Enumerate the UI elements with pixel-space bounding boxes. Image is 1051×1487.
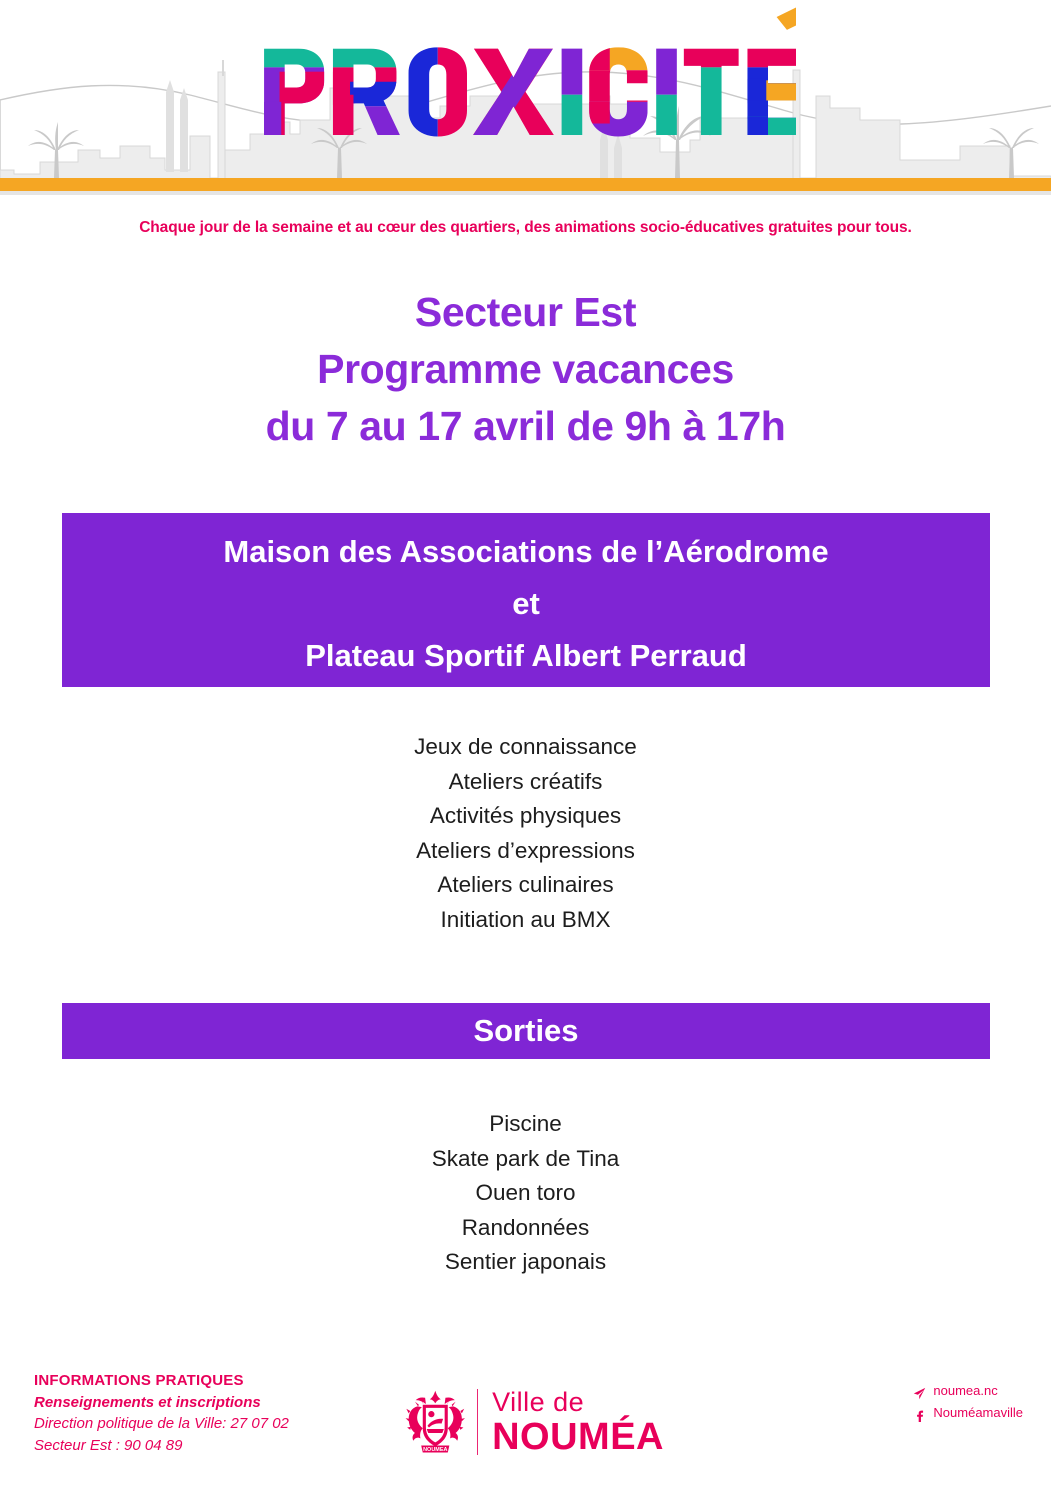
list-item: Skate park de Tina (431, 1145, 620, 1171)
logo-letter-C (585, 39, 650, 146)
sorties-banner-title: Sorties (473, 1013, 579, 1048)
facebook-link[interactable] (913, 1402, 1023, 1424)
header-band (0, 0, 1051, 200)
logo-noumea-label: NOUMÉA (492, 1415, 664, 1458)
sorties-banner (62, 1003, 990, 1059)
list-item: Randonnées (461, 1214, 590, 1240)
logo-letter-P (260, 39, 341, 154)
social-links (913, 1380, 1023, 1424)
page-title-line-1: Secteur Est (414, 289, 637, 335)
venue-banner (62, 513, 990, 687)
website-label: noumea.nc (933, 1383, 998, 1398)
venue-line-1: Maison des Associations de l’Aérodrome (223, 534, 829, 569)
list-item: Ateliers culinaires (437, 872, 614, 897)
proxicite-logo-mark (256, 4, 796, 190)
venue-line-2: et (512, 586, 540, 621)
list-item: Ouen toro (475, 1180, 576, 1205)
sorties-list (0, 1107, 1051, 1280)
info-title: INFORMATIONS PRATIQUES (34, 1372, 244, 1389)
list-item: Ateliers d’expressions (416, 837, 635, 863)
list-item: Ateliers créatifs (448, 768, 603, 794)
paper-plane-icon (913, 1385, 926, 1398)
noumea-crest-icon (404, 1378, 467, 1466)
logo-letter-I (558, 39, 587, 146)
logo-letter-R (329, 39, 413, 138)
info-phone-direction: Direction politique de la Ville: 27 07 02 (34, 1415, 289, 1432)
list-item: Jeux de connaissance (414, 734, 637, 759)
list-item: Sentier japonais (444, 1249, 607, 1274)
logo-letter-I-2 (652, 39, 681, 146)
logo-letter-E-acute (743, 39, 795, 146)
ground-bar-shadow (0, 191, 1051, 195)
facebook-icon (913, 1407, 926, 1420)
logo-letter-O (403, 39, 475, 143)
info-subtitle: Renseignements et inscriptions (34, 1393, 261, 1411)
logo-accent-mark (776, 7, 795, 30)
proxicite-logo (0, 4, 1051, 194)
logo-letter-T (680, 39, 745, 147)
list-item: Activités physiques (429, 803, 622, 828)
page-title (0, 284, 1051, 455)
logo-divider (477, 1389, 479, 1455)
crest-motto: NOUMEA (423, 1446, 448, 1453)
orange-ground-bar (0, 178, 1051, 191)
ville-de-noumea-logo (404, 1376, 664, 1468)
logo-wordmark (492, 1386, 664, 1458)
logo-letter-X (467, 39, 562, 143)
website-link[interactable] (913, 1380, 1023, 1402)
practical-information (34, 1370, 289, 1456)
list-item: Piscine (489, 1111, 562, 1136)
venue-line-3: Plateau Sportif Albert Perraud (305, 638, 747, 673)
list-item: Initiation au BMX (440, 906, 611, 932)
footer (0, 1370, 1051, 1487)
tagline: Chaque jour de la semaine et au cœur des quartiers, des animations socio-éducatives gratuites pour tous. (139, 219, 912, 236)
page-title-line-2: Programme vacances (317, 346, 734, 392)
activities-list (0, 730, 1051, 937)
info-phone-secteur: Secteur Est : 90 04 89 (34, 1436, 183, 1454)
facebook-label: Nouméamaville (933, 1405, 1023, 1420)
logo-ville-label: Ville de (492, 1386, 585, 1417)
page-title-line-3: du 7 au 17 avril de 9h à 17h (265, 403, 786, 449)
